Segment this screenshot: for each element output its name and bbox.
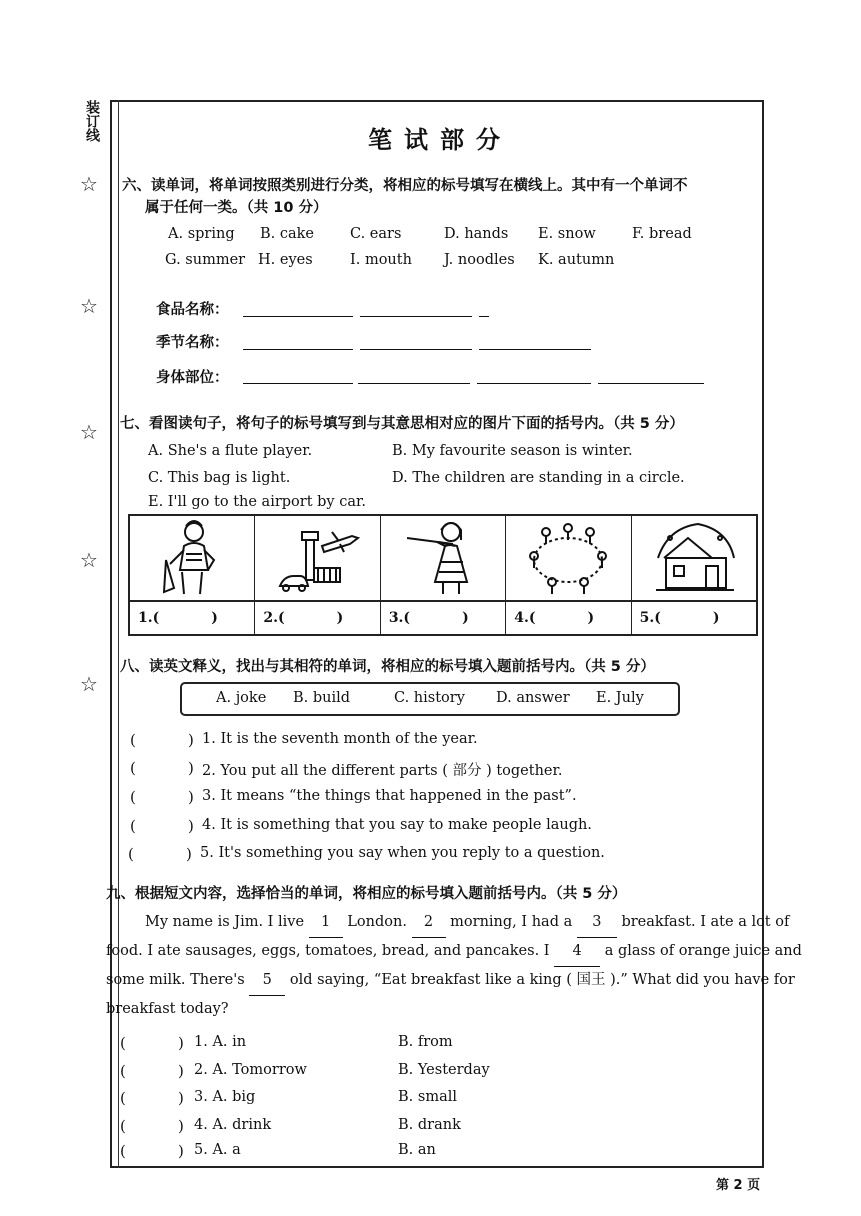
passage-line-4: breakfast today?	[106, 1001, 229, 1017]
answer-bracket[interactable]: )	[178, 1062, 184, 1080]
category-body-label: 身体部位：	[156, 370, 229, 386]
picture-table	[128, 514, 758, 636]
choice-b: B. small	[398, 1089, 457, 1105]
question-text: 2. You put all the different parts ( 部分 ) together.	[202, 763, 563, 779]
passage-line-2: food. I ate sausages, eggs, tomatoes, bread, and pancakes. I 4 a glass of orange juice and	[106, 937, 802, 967]
word-option: B. cake	[260, 226, 315, 242]
star-icon: ☆	[80, 172, 98, 196]
category-food-label: 食品名称：	[156, 302, 229, 318]
word-option: J. noodles	[444, 252, 515, 268]
choice-a: 2. A. Tomorrow	[194, 1062, 307, 1078]
sentence-a: A. She's a flute player.	[148, 443, 313, 459]
question-text: 4. It is something that you say to make people laugh.	[202, 817, 592, 833]
answer-bracket[interactable]: (	[130, 788, 136, 806]
answer-blank[interactable]	[360, 349, 472, 350]
choice-a: 3. A. big	[194, 1089, 256, 1105]
answer-bracket[interactable]: )	[178, 1034, 184, 1052]
answer-bracket[interactable]: (	[120, 1089, 126, 1107]
snowy-house-icon	[648, 516, 740, 600]
word-bank-item: B. build	[293, 690, 351, 706]
answer-slot-5[interactable]: 5.( )	[639, 610, 720, 626]
answer-blank[interactable]	[598, 383, 704, 384]
question-text: 1. It is the seventh month of the year.	[202, 731, 478, 747]
answer-bracket[interactable]: )	[188, 759, 194, 777]
answer-slot-3[interactable]: 3.( )	[381, 602, 506, 634]
answer-blank[interactable]	[477, 383, 591, 384]
section8-heading: 八、读英文释义，找出与其相符的单词，将相应的标号填入题前括号内。（共 5 分）	[120, 659, 655, 675]
answer-bracket[interactable]: (	[120, 1142, 126, 1160]
answer-bracket[interactable]: )	[178, 1089, 184, 1107]
answer-bracket[interactable]: )	[186, 845, 192, 863]
answer-blank[interactable]	[479, 316, 489, 317]
passage-blank-2[interactable]: 2	[412, 908, 446, 938]
woman-with-bag-icon	[146, 516, 238, 600]
page-number: 第 2 页	[716, 1178, 761, 1193]
word-bank-item: E. July	[596, 690, 644, 706]
sentence-b: B. My favourite season is winter.	[392, 443, 633, 459]
passage-line-3: some milk. There's 5 old saying, “Eat breakfast like a king ( 国王 ).” What did you have for	[106, 966, 795, 996]
passage-blank-5[interactable]: 5	[249, 966, 285, 996]
answer-slot-2[interactable]: 2.( )	[255, 602, 380, 634]
choice-b: B. drank	[398, 1117, 461, 1133]
passage-blank-4[interactable]: 4	[554, 937, 600, 967]
star-icon: ☆	[80, 420, 98, 444]
choice-a: 4. A. drink	[194, 1117, 272, 1133]
section7-heading: 七、看图读句子，将句子的标号填写到与其意思相对应的图片下面的括号内。（共 5 分）	[120, 416, 684, 432]
picture-cell	[130, 516, 255, 600]
category-season-label: 季节名称：	[156, 335, 229, 351]
answer-bracket[interactable]: (	[120, 1062, 126, 1080]
answer-blank[interactable]	[243, 316, 353, 317]
word-option: H. eyes	[258, 252, 313, 268]
girl-playing-flute-icon	[397, 516, 489, 600]
word-option: F. bread	[632, 226, 692, 242]
answer-blank[interactable]	[479, 349, 591, 350]
choice-a: 5. A. a	[194, 1142, 241, 1158]
choice-b: B. Yesterday	[398, 1062, 490, 1078]
answer-bracket[interactable]: (	[130, 759, 136, 777]
answer-bracket[interactable]: )	[188, 731, 194, 749]
star-icon: ☆	[80, 294, 98, 318]
page-title: 笔试部分	[368, 126, 512, 154]
answer-blank[interactable]	[360, 316, 472, 317]
answer-bracket[interactable]: (	[130, 817, 136, 835]
word-option: I. mouth	[350, 252, 412, 268]
sentence-c: C. This bag is light.	[148, 470, 291, 486]
question-text: 5. It's something you say when you reply to a question.	[200, 845, 605, 861]
section9-heading: 九、根据短文内容，选择恰当的单词，将相应的标号填入题前括号内。（共 5 分）	[106, 886, 627, 902]
answer-bracket[interactable]: (	[120, 1117, 126, 1135]
passage-blank-1[interactable]: 1	[309, 908, 343, 938]
passage-blank-3[interactable]: 3	[577, 908, 617, 938]
word-option: K. autumn	[538, 252, 615, 268]
word-option: E. snow	[538, 226, 596, 242]
choice-b: B. from	[398, 1034, 453, 1050]
answer-slot-4[interactable]: 4.( )	[506, 602, 631, 634]
answer-bracket[interactable]: (	[120, 1034, 126, 1052]
picture-cell	[506, 516, 631, 600]
word-option: C. ears	[350, 226, 402, 242]
answer-blank[interactable]	[243, 349, 353, 350]
picture-cell	[255, 516, 380, 600]
answer-blank[interactable]	[358, 383, 470, 384]
star-icon: ☆	[80, 672, 98, 696]
answer-bracket[interactable]: )	[188, 817, 194, 835]
picture-cell	[632, 516, 756, 600]
choice-a: 1. A. in	[194, 1034, 247, 1050]
answer-bracket[interactable]: )	[178, 1117, 184, 1135]
section6-heading: 六、读单词，将单词按照类别进行分类，将相应的标号填写在横线上。其中有一个单词不	[122, 178, 688, 194]
answer-bracket[interactable]: )	[188, 788, 194, 806]
word-bank-item: C. history	[394, 690, 465, 706]
question-text: 3. It means “the things that happened in the past”.	[202, 788, 577, 804]
section6-heading-cont: 属于任何一类。（共 10 分）	[145, 200, 328, 216]
children-circle-icon	[522, 516, 614, 600]
binding-line-label: 装订线	[84, 100, 100, 142]
answer-bracket[interactable]: )	[178, 1142, 184, 1160]
word-bank-item: A. joke	[216, 690, 267, 706]
answer-blank[interactable]	[243, 383, 353, 384]
word-bank-item: D. answer	[496, 690, 570, 706]
word-option: D. hands	[444, 226, 509, 242]
sentence-d: D. The children are standing in a circle.	[392, 470, 685, 486]
sentence-e: E. I'll go to the airport by car.	[148, 494, 366, 510]
answer-bracket[interactable]: (	[128, 845, 134, 863]
car-airport-plane-icon	[272, 516, 364, 600]
star-icon: ☆	[80, 548, 98, 572]
picture-cell	[381, 516, 506, 600]
choice-b: B. an	[398, 1142, 436, 1158]
answer-bracket[interactable]: (	[130, 731, 136, 749]
word-option: G. summer	[165, 252, 246, 268]
passage-line-1: My name is Jim. I live 1 London. 2 morning, I had a 3 breakfast. I ate a lot of	[145, 908, 789, 938]
answer-slot-1[interactable]: 1.( )	[130, 602, 255, 634]
word-option: A. spring	[168, 226, 235, 242]
